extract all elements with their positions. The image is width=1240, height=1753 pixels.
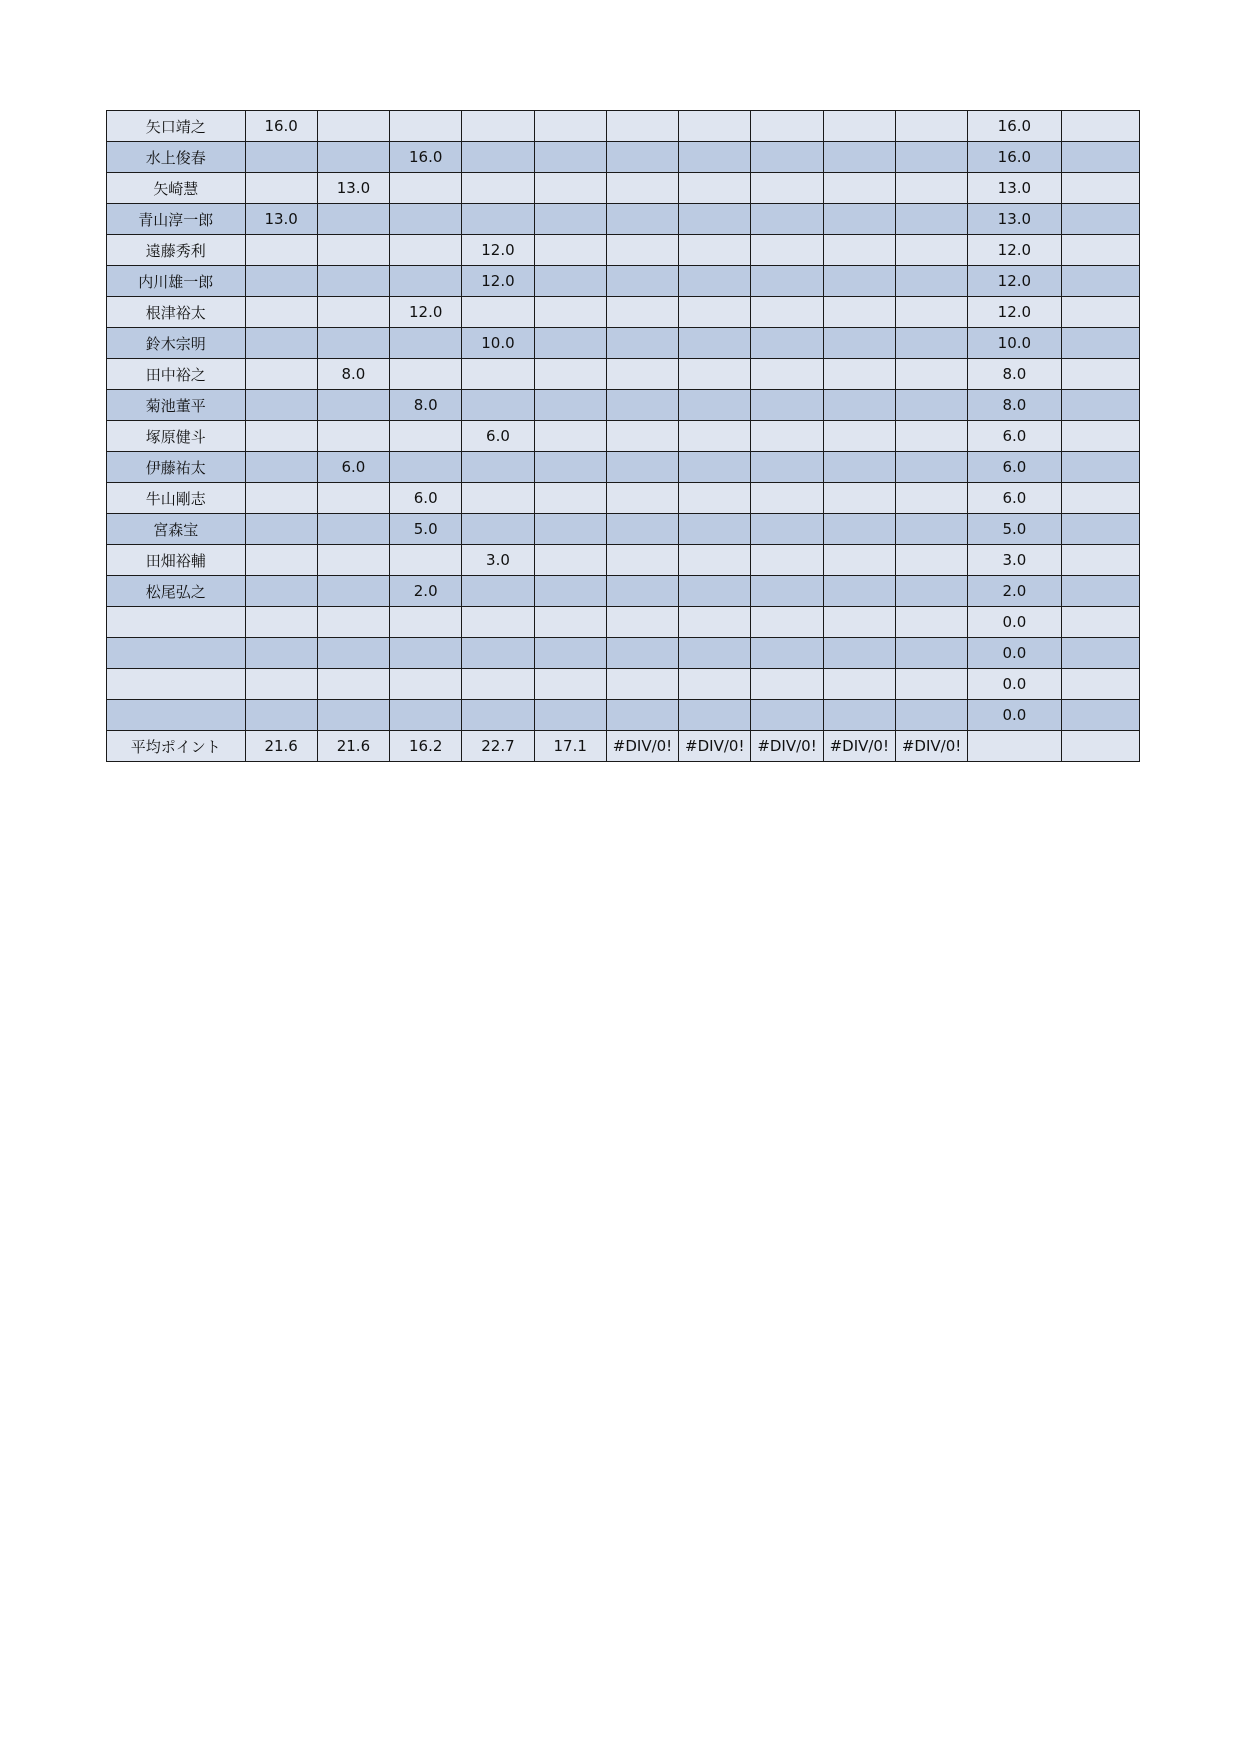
score-cell[interactable] [245, 669, 317, 700]
player-name-cell[interactable]: 塚原健斗 [107, 421, 246, 452]
score-cell[interactable] [679, 390, 751, 421]
score-cell[interactable] [317, 328, 389, 359]
score-cell[interactable] [390, 173, 462, 204]
score-cell[interactable] [823, 638, 895, 669]
score-cell[interactable] [823, 421, 895, 452]
score-cell[interactable] [751, 142, 823, 173]
score-cell[interactable]: 3.0 [462, 545, 534, 576]
score-cell[interactable] [534, 514, 606, 545]
score-cell[interactable] [679, 328, 751, 359]
score-cell[interactable] [534, 328, 606, 359]
table-row [107, 297, 1140, 328]
score-cell[interactable] [462, 204, 534, 235]
table-row [107, 328, 1140, 359]
score-cell[interactable] [895, 359, 967, 390]
table-row [107, 483, 1140, 514]
score-cell[interactable] [606, 421, 678, 452]
score-cell[interactable] [245, 452, 317, 483]
table-row [107, 638, 1140, 669]
score-cell[interactable] [751, 669, 823, 700]
score-cell[interactable] [462, 700, 534, 731]
score-cell[interactable] [751, 235, 823, 266]
total-cell[interactable]: 0.0 [968, 607, 1061, 638]
score-cell[interactable] [679, 514, 751, 545]
score-cell[interactable] [390, 266, 462, 297]
extra-cell[interactable] [1061, 638, 1139, 669]
score-cell[interactable] [534, 266, 606, 297]
score-cell[interactable] [534, 421, 606, 452]
score-cell[interactable] [751, 421, 823, 452]
extra-cell[interactable] [1061, 235, 1139, 266]
score-cell[interactable] [390, 204, 462, 235]
score-cell[interactable] [534, 173, 606, 204]
score-cell[interactable] [751, 297, 823, 328]
total-cell[interactable]: 8.0 [968, 359, 1061, 390]
table-row [107, 514, 1140, 545]
score-cell[interactable] [534, 483, 606, 514]
score-cell[interactable] [823, 669, 895, 700]
score-cell[interactable] [751, 607, 823, 638]
score-cell[interactable] [751, 359, 823, 390]
score-cell[interactable] [606, 142, 678, 173]
score-cell[interactable] [317, 204, 389, 235]
score-cell[interactable] [245, 638, 317, 669]
table-row [107, 607, 1140, 638]
score-cell[interactable] [245, 700, 317, 731]
extra-cell[interactable] [1061, 514, 1139, 545]
score-cell[interactable] [895, 576, 967, 607]
total-cell[interactable]: 6.0 [968, 483, 1061, 514]
total-cell[interactable]: 3.0 [968, 545, 1061, 576]
score-cell[interactable] [390, 669, 462, 700]
score-cell[interactable] [895, 700, 967, 731]
table-row [107, 669, 1140, 700]
score-cell[interactable] [462, 173, 534, 204]
average-row [107, 731, 1140, 762]
player-name-cell[interactable]: 内川雄一郎 [107, 266, 246, 297]
extra-cell[interactable] [1061, 576, 1139, 607]
score-cell[interactable] [390, 359, 462, 390]
player-name-cell[interactable] [107, 700, 246, 731]
score-cell[interactable] [679, 297, 751, 328]
score-cell[interactable] [606, 390, 678, 421]
score-cell[interactable] [245, 359, 317, 390]
score-cell[interactable] [679, 700, 751, 731]
table-row [107, 700, 1140, 731]
score-cell[interactable] [390, 638, 462, 669]
average-label-cell[interactable]: 平均ポイント [107, 731, 246, 762]
score-cell[interactable] [317, 142, 389, 173]
total-cell[interactable]: 6.0 [968, 421, 1061, 452]
score-cell[interactable] [895, 638, 967, 669]
score-cell[interactable] [751, 545, 823, 576]
player-name-cell[interactable]: 菊池董平 [107, 390, 246, 421]
score-cell[interactable] [317, 545, 389, 576]
score-cell[interactable] [317, 297, 389, 328]
player-name-cell[interactable]: 田中裕之 [107, 359, 246, 390]
player-name-cell[interactable]: 根津裕太 [107, 297, 246, 328]
score-cell[interactable]: 8.0 [390, 390, 462, 421]
score-cell[interactable] [534, 297, 606, 328]
score-cell[interactable] [462, 297, 534, 328]
score-cell[interactable] [462, 576, 534, 607]
score-cell[interactable] [245, 173, 317, 204]
score-cell[interactable] [390, 111, 462, 142]
score-cell[interactable]: 6.0 [317, 452, 389, 483]
score-cell[interactable] [895, 111, 967, 142]
score-cell[interactable] [390, 235, 462, 266]
score-cell[interactable] [823, 514, 895, 545]
total-cell[interactable]: 10.0 [968, 328, 1061, 359]
score-cell[interactable] [390, 452, 462, 483]
score-cell[interactable] [606, 545, 678, 576]
score-cell[interactable] [823, 576, 895, 607]
score-cell[interactable] [751, 204, 823, 235]
score-cell[interactable]: 13.0 [317, 173, 389, 204]
score-cell[interactable]: 5.0 [390, 514, 462, 545]
score-cell[interactable] [606, 328, 678, 359]
average-value-cell[interactable]: #DIV/0! [751, 731, 823, 762]
total-cell[interactable]: 2.0 [968, 576, 1061, 607]
score-cell[interactable] [895, 328, 967, 359]
score-cell[interactable] [751, 514, 823, 545]
score-cell[interactable] [462, 452, 534, 483]
score-cell[interactable] [534, 235, 606, 266]
score-cell[interactable] [823, 111, 895, 142]
extra-cell[interactable] [1061, 266, 1139, 297]
points-table [106, 110, 1140, 762]
score-cell[interactable] [679, 142, 751, 173]
score-cell[interactable]: 12.0 [462, 266, 534, 297]
score-cell[interactable] [679, 266, 751, 297]
table-row [107, 142, 1140, 173]
score-cell[interactable] [317, 421, 389, 452]
score-cell[interactable] [462, 111, 534, 142]
total-cell[interactable]: 13.0 [968, 173, 1061, 204]
total-cell[interactable]: 13.0 [968, 204, 1061, 235]
score-cell[interactable]: 8.0 [317, 359, 389, 390]
score-cell[interactable] [245, 483, 317, 514]
score-cell[interactable] [534, 638, 606, 669]
average-value-cell[interactable]: 22.7 [462, 731, 534, 762]
score-cell[interactable] [823, 452, 895, 483]
total-cell[interactable]: 12.0 [968, 266, 1061, 297]
score-cell[interactable] [317, 266, 389, 297]
player-name-cell[interactable]: 牛山剛志 [107, 483, 246, 514]
score-cell[interactable] [317, 700, 389, 731]
score-cell[interactable] [679, 483, 751, 514]
average-total-cell[interactable] [968, 731, 1061, 762]
table-row [107, 204, 1140, 235]
score-cell[interactable] [462, 669, 534, 700]
score-cell[interactable] [606, 452, 678, 483]
score-cell[interactable] [823, 297, 895, 328]
score-cell[interactable] [534, 669, 606, 700]
score-cell[interactable] [606, 204, 678, 235]
score-cell[interactable] [245, 235, 317, 266]
average-value-cell[interactable]: 21.6 [245, 731, 317, 762]
score-cell[interactable] [679, 111, 751, 142]
score-cell[interactable]: 12.0 [462, 235, 534, 266]
score-cell[interactable] [751, 700, 823, 731]
score-cell[interactable] [606, 607, 678, 638]
total-cell[interactable]: 16.0 [968, 142, 1061, 173]
score-cell[interactable] [895, 173, 967, 204]
score-cell[interactable] [823, 545, 895, 576]
score-cell[interactable] [534, 204, 606, 235]
score-cell[interactable]: 10.0 [462, 328, 534, 359]
score-cell[interactable] [462, 514, 534, 545]
average-value-cell[interactable]: #DIV/0! [823, 731, 895, 762]
score-cell[interactable] [245, 576, 317, 607]
score-cell[interactable] [606, 111, 678, 142]
table-row [107, 421, 1140, 452]
score-cell[interactable] [534, 607, 606, 638]
score-cell[interactable] [245, 607, 317, 638]
table-row [107, 266, 1140, 297]
score-cell[interactable] [895, 297, 967, 328]
table-row [107, 390, 1140, 421]
score-cell[interactable] [823, 607, 895, 638]
score-cell[interactable] [895, 204, 967, 235]
score-cell[interactable] [606, 235, 678, 266]
table-row [107, 576, 1140, 607]
score-cell[interactable] [245, 545, 317, 576]
score-cell[interactable] [245, 421, 317, 452]
player-name-cell[interactable]: 水上俊春 [107, 142, 246, 173]
player-name-cell[interactable]: 矢口靖之 [107, 111, 246, 142]
average-value-cell[interactable]: 17.1 [534, 731, 606, 762]
extra-cell[interactable] [1061, 328, 1139, 359]
score-cell[interactable]: 13.0 [245, 204, 317, 235]
score-cell[interactable] [895, 266, 967, 297]
table-row [107, 359, 1140, 390]
score-cell[interactable] [606, 514, 678, 545]
player-name-cell[interactable] [107, 638, 246, 669]
player-name-cell[interactable]: 青山淳一郎 [107, 204, 246, 235]
player-name-cell[interactable] [107, 607, 246, 638]
score-cell[interactable] [462, 638, 534, 669]
score-cell[interactable] [679, 607, 751, 638]
score-cell[interactable] [679, 452, 751, 483]
score-cell[interactable] [390, 328, 462, 359]
score-cell[interactable] [751, 328, 823, 359]
score-cell[interactable] [679, 204, 751, 235]
score-cell[interactable] [606, 669, 678, 700]
table-row [107, 545, 1140, 576]
score-cell[interactable] [534, 390, 606, 421]
score-cell[interactable] [895, 452, 967, 483]
points-table-body [107, 111, 1140, 762]
score-cell[interactable] [751, 390, 823, 421]
score-cell[interactable] [462, 483, 534, 514]
extra-cell[interactable] [1061, 607, 1139, 638]
score-cell[interactable] [534, 111, 606, 142]
player-name-cell[interactable]: 伊藤祐太 [107, 452, 246, 483]
score-cell[interactable] [895, 142, 967, 173]
score-cell[interactable] [895, 483, 967, 514]
score-cell[interactable] [390, 421, 462, 452]
score-cell[interactable] [534, 359, 606, 390]
extra-cell[interactable] [1061, 359, 1139, 390]
average-value-cell[interactable]: #DIV/0! [895, 731, 967, 762]
score-cell[interactable] [895, 669, 967, 700]
score-cell[interactable] [751, 173, 823, 204]
score-cell[interactable] [679, 359, 751, 390]
score-cell[interactable] [534, 700, 606, 731]
score-cell[interactable] [317, 638, 389, 669]
extra-cell[interactable] [1061, 421, 1139, 452]
score-cell[interactable] [823, 173, 895, 204]
score-cell[interactable] [679, 545, 751, 576]
score-cell[interactable]: 16.0 [390, 142, 462, 173]
score-cell[interactable] [245, 266, 317, 297]
score-cell[interactable]: 12.0 [390, 297, 462, 328]
score-cell[interactable] [534, 576, 606, 607]
score-cell[interactable] [317, 669, 389, 700]
extra-cell[interactable] [1061, 700, 1139, 731]
score-cell[interactable] [317, 483, 389, 514]
average-value-cell[interactable]: 16.2 [390, 731, 462, 762]
extra-cell[interactable] [1061, 297, 1139, 328]
score-cell[interactable] [823, 142, 895, 173]
score-cell[interactable] [895, 235, 967, 266]
score-cell[interactable] [390, 700, 462, 731]
score-cell[interactable] [895, 545, 967, 576]
table-row [107, 235, 1140, 266]
total-cell[interactable]: 0.0 [968, 700, 1061, 731]
score-cell[interactable] [606, 173, 678, 204]
extra-cell[interactable] [1061, 390, 1139, 421]
player-name-cell[interactable]: 鈴木宗明 [107, 328, 246, 359]
score-cell[interactable] [245, 328, 317, 359]
score-cell[interactable]: 6.0 [390, 483, 462, 514]
score-cell[interactable] [895, 514, 967, 545]
score-cell[interactable] [823, 359, 895, 390]
score-cell[interactable] [534, 545, 606, 576]
score-cell[interactable] [823, 390, 895, 421]
score-cell[interactable] [679, 421, 751, 452]
table-row [107, 111, 1140, 142]
extra-cell[interactable] [1061, 483, 1139, 514]
extra-cell[interactable] [1061, 669, 1139, 700]
score-cell[interactable] [895, 607, 967, 638]
total-cell[interactable]: 16.0 [968, 111, 1061, 142]
total-cell[interactable]: 0.0 [968, 669, 1061, 700]
score-cell[interactable] [823, 700, 895, 731]
score-cell[interactable] [462, 142, 534, 173]
extra-cell[interactable] [1061, 204, 1139, 235]
average-extra-cell[interactable] [1061, 731, 1139, 762]
score-cell[interactable] [317, 607, 389, 638]
score-cell[interactable] [751, 266, 823, 297]
score-cell[interactable] [823, 328, 895, 359]
score-cell[interactable] [317, 111, 389, 142]
table-row [107, 173, 1140, 204]
score-cell[interactable] [823, 266, 895, 297]
score-cell[interactable] [606, 483, 678, 514]
player-name-cell[interactable]: 遠藤秀利 [107, 235, 246, 266]
average-value-cell[interactable]: 21.6 [317, 731, 389, 762]
score-cell[interactable] [606, 638, 678, 669]
score-cell[interactable] [317, 235, 389, 266]
total-cell[interactable]: 0.0 [968, 638, 1061, 669]
score-cell[interactable] [462, 607, 534, 638]
score-cell[interactable] [390, 545, 462, 576]
average-value-cell[interactable]: #DIV/0! [606, 731, 678, 762]
score-cell[interactable] [245, 142, 317, 173]
score-cell[interactable]: 2.0 [390, 576, 462, 607]
extra-cell[interactable] [1061, 545, 1139, 576]
score-cell[interactable] [462, 359, 534, 390]
total-cell[interactable]: 6.0 [968, 452, 1061, 483]
score-cell[interactable] [390, 607, 462, 638]
extra-cell[interactable] [1061, 173, 1139, 204]
score-cell[interactable] [751, 111, 823, 142]
total-cell[interactable]: 12.0 [968, 235, 1061, 266]
score-cell[interactable] [606, 576, 678, 607]
score-cell[interactable] [245, 514, 317, 545]
player-name-cell[interactable]: 松尾弘之 [107, 576, 246, 607]
player-name-cell[interactable] [107, 669, 246, 700]
score-cell[interactable] [462, 390, 534, 421]
score-cell[interactable] [823, 204, 895, 235]
total-cell[interactable]: 12.0 [968, 297, 1061, 328]
score-cell[interactable] [895, 390, 967, 421]
total-cell[interactable]: 8.0 [968, 390, 1061, 421]
table-row [107, 452, 1140, 483]
average-value-cell[interactable]: #DIV/0! [679, 731, 751, 762]
score-cell[interactable]: 16.0 [245, 111, 317, 142]
score-cell[interactable]: 6.0 [462, 421, 534, 452]
score-cell[interactable] [606, 266, 678, 297]
extra-cell[interactable] [1061, 142, 1139, 173]
score-cell[interactable] [751, 638, 823, 669]
score-cell[interactable] [317, 576, 389, 607]
score-cell[interactable] [751, 576, 823, 607]
score-cell[interactable] [606, 359, 678, 390]
score-cell[interactable] [823, 483, 895, 514]
player-name-cell[interactable]: 矢崎慧 [107, 173, 246, 204]
score-cell[interactable] [317, 514, 389, 545]
score-cell[interactable] [534, 452, 606, 483]
score-cell[interactable] [317, 390, 389, 421]
player-name-cell[interactable]: 田畑裕輔 [107, 545, 246, 576]
score-cell[interactable] [606, 700, 678, 731]
score-cell[interactable] [751, 452, 823, 483]
score-cell[interactable] [534, 142, 606, 173]
score-cell[interactable] [751, 483, 823, 514]
extra-cell[interactable] [1061, 452, 1139, 483]
player-name-cell[interactable]: 宮森宝 [107, 514, 246, 545]
score-cell[interactable] [679, 173, 751, 204]
score-cell[interactable] [679, 235, 751, 266]
score-cell[interactable] [679, 576, 751, 607]
score-cell[interactable] [823, 235, 895, 266]
score-cell[interactable] [679, 638, 751, 669]
score-cell[interactable] [679, 669, 751, 700]
score-cell[interactable] [895, 421, 967, 452]
score-cell[interactable] [245, 297, 317, 328]
score-cell[interactable] [606, 297, 678, 328]
score-cell[interactable] [245, 390, 317, 421]
extra-cell[interactable] [1061, 111, 1139, 142]
total-cell[interactable]: 5.0 [968, 514, 1061, 545]
